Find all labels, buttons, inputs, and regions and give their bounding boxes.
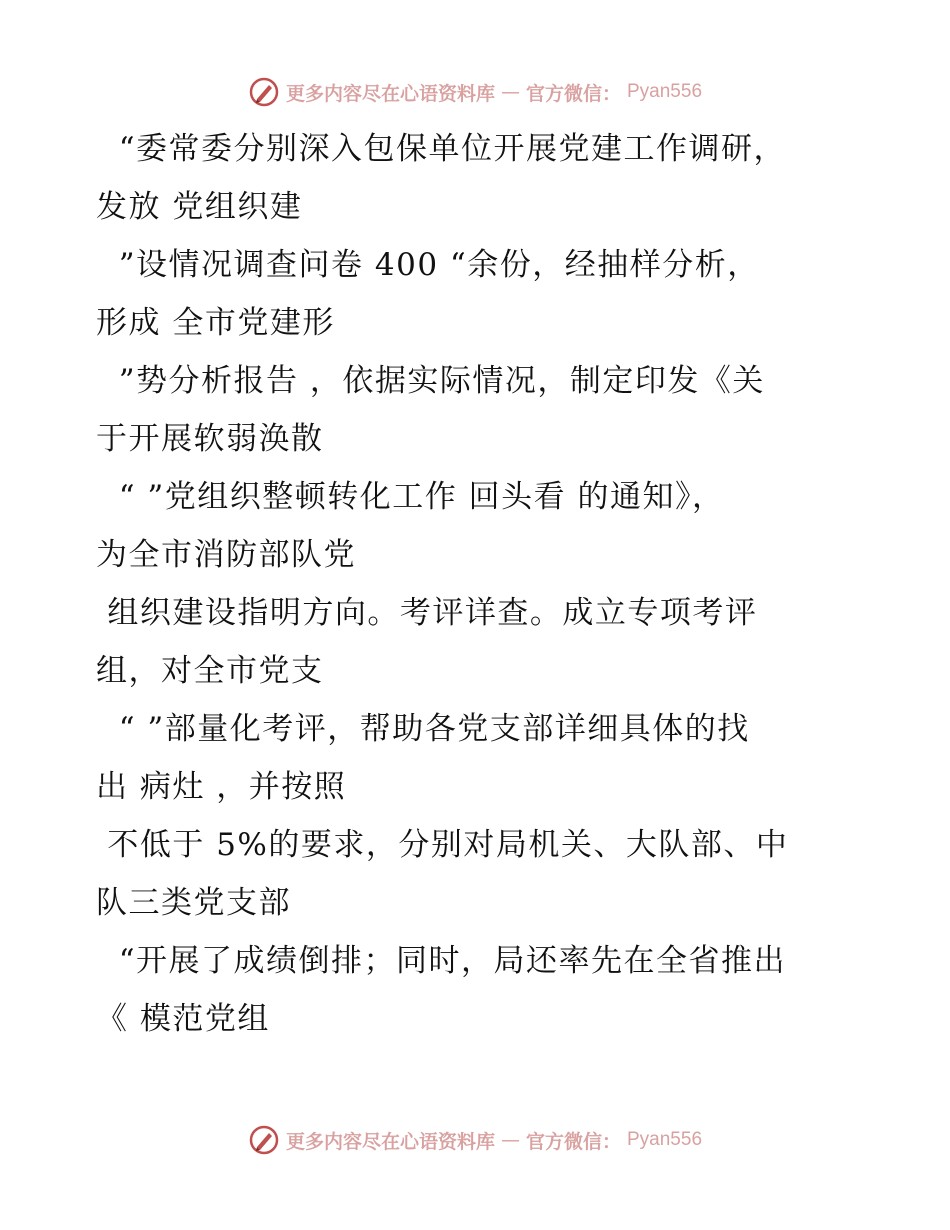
header-banner-text: 更多内容尽在心语资料库 [285,82,495,105]
text-line: “ ”部量化考评，帮助各党支部详细具体的找 [96,711,750,747]
text-line: 于开展软弱涣散 [96,421,324,457]
text-line: 发放 党组织建 [96,189,303,225]
footer-banner [0,1120,950,1160]
footer-wechat-label: 官方微信： [525,1130,621,1153]
text-line: 组，对全市党支 [96,653,324,689]
header-banner [0,72,950,112]
header-separator: — [500,81,520,103]
footer-separator: — [500,1129,520,1151]
text-line: ”设情况调查问卷 400 “余份，经抽样分析， [96,247,760,283]
text-line: “开展了成绩倒排；同时，局还率先在全省推出 [96,943,787,979]
footer-wechat-id: Pyan556 [627,1129,703,1150]
document-body [96,120,856,1048]
text-line: 为全市消防部队党 [96,537,356,573]
pen-logo-icon [248,76,280,108]
text-line: 形成 全市党建形 [96,305,335,341]
header-wechat-label: 官方微信： [525,82,621,105]
text-line: “委常委分别深入包保单位开展党建工作调研， [96,131,787,167]
text-line: 队三类党支部 [96,885,291,921]
text-line: 《 模范党组 [96,1001,270,1037]
footer-banner-text: 更多内容尽在心语资料库 [285,1130,495,1153]
text-line: 组织建设指明方向。考评详查。成立专项考评 [96,595,758,631]
text-line: “ ”党组织整顿转化工作 回头看 的通知》， [96,479,725,515]
text-line: ”势分析报告 ，依据实际情况，制定印发《关 [96,363,765,399]
pen-logo-icon [248,1124,280,1156]
text-line: 出 病灶 ，并按照 [96,769,347,805]
header-wechat-id: Pyan556 [627,81,703,102]
text-line: 不低于 5%的要求，分别对局机关、大队部、中 [96,827,789,863]
